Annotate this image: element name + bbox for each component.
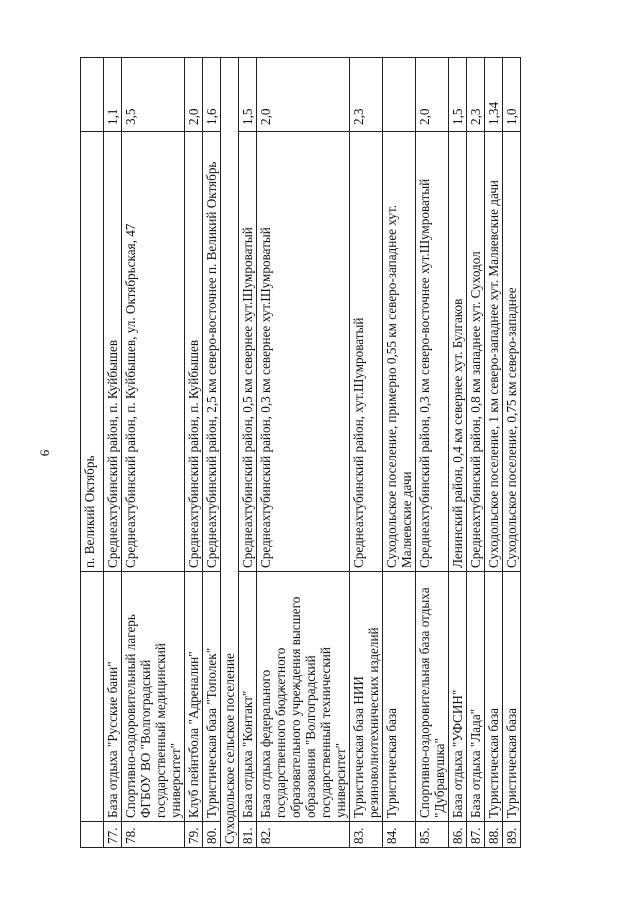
row-number-cell: 79.	[185, 822, 203, 848]
area-cell: 1,1	[104, 58, 122, 132]
row-number-cell: 89.	[503, 822, 521, 848]
facility-name-cell: База отдыха "Лада"	[467, 572, 485, 822]
row-number-cell: 86.	[449, 822, 467, 848]
area-cell	[383, 58, 416, 132]
area-cell: 1,5	[239, 58, 257, 132]
table-rotation-frame	[80, 58, 600, 848]
facility-name-cell: База отдыха "УФСИН"	[449, 572, 467, 822]
table-row	[350, 58, 383, 848]
facility-name-cell: Туристическая база НИИ резиноволнотехнических изделий	[350, 572, 383, 822]
facility-name-cell: Спортивно-оздоровительный лагерь ФГБОУ ВО "Волгоградский государственный медицинский университет"	[122, 572, 185, 822]
location-cell: Среднеахтубинский район, 0,8 км западнее хут. Суходол	[467, 132, 485, 572]
recreation-facilities-table	[80, 57, 521, 848]
location-cell: Среднеахтубинский район, хут.Шумроватый	[350, 132, 383, 572]
facility-name-cell: Туристическая база	[383, 572, 416, 822]
page-number: 9	[37, 449, 53, 457]
table-row	[81, 58, 104, 848]
table-row	[383, 58, 416, 848]
row-number-cell: 81.	[239, 822, 257, 848]
area-cell: 1,5	[449, 58, 467, 132]
facility-name-cell: База отдыха "Русские бани"	[104, 572, 122, 822]
row-number-cell: 84.	[383, 822, 416, 848]
location-cell: Суходольское поселение, примерно 0,55 км северо-западнее хут. Маляевские дачи	[383, 132, 416, 572]
section-header-row	[221, 58, 239, 848]
facility-name-cell: Туристическая база	[503, 572, 521, 822]
location-cell: Суходольское поселение, 1 км северо-западнее хут. Маляевские дачи	[485, 132, 503, 572]
location-cell: Суходольское поселение, 0,75 км северо-западнее	[503, 132, 521, 572]
table-row	[416, 58, 449, 848]
location-cell: Среднеахтубинский район, п. Куйбышев, ул. Октябрьская, 47	[122, 132, 185, 572]
facility-name-cell: База отдыха федерального государственного бюджетного образовательного учреждения высшего образования "Волгоградский государственный технический университет"	[257, 572, 350, 822]
facility-name-cell: База отдыха "Контакт"	[239, 572, 257, 822]
facility-name-cell: Клуб пейнтбола "Адреналин"	[185, 572, 203, 822]
location-cell: Среднеахтубинский район, п. Куйбышев	[104, 132, 122, 572]
table-row	[503, 58, 521, 848]
facility-name-cell: Спортивно-оздоровительная база отдыха "Дубравушка"	[416, 572, 449, 822]
location-cell: Среднеахтубинский район, п. Куйбышев	[185, 132, 203, 572]
row-number-cell	[81, 822, 104, 848]
area-cell: 3,5	[122, 58, 185, 132]
location-cell: Среднеахтубинский район, 2,5 км северо-восточнее п. Великий Октябрь	[203, 132, 221, 572]
area-cell: 2,3	[350, 58, 383, 132]
table-row	[239, 58, 257, 848]
area-cell: 2,0	[185, 58, 203, 132]
row-number-cell: 83.	[350, 822, 383, 848]
row-number-cell: 88.	[485, 822, 503, 848]
table-row	[467, 58, 485, 848]
row-number-cell: 82.	[257, 822, 350, 848]
table-row	[203, 58, 221, 848]
area-cell: 1,34	[485, 58, 503, 132]
facility-name-cell: Туристическая база	[485, 572, 503, 822]
area-cell	[81, 58, 104, 132]
area-cell: 2,0	[257, 58, 350, 132]
area-cell: 2,3	[467, 58, 485, 132]
facility-name-cell: Туристическая база "Тополек"	[203, 572, 221, 822]
facility-name-cell	[81, 572, 104, 822]
location-cell: Среднеахтубинский район, 0,5 км севернее хут.Шумроватый	[239, 132, 257, 572]
row-number-cell: 85.	[416, 822, 449, 848]
area-cell: 1,6	[203, 58, 221, 132]
row-number-cell: 78.	[122, 822, 185, 848]
table-row	[185, 58, 203, 848]
row-number-cell: 80.	[203, 822, 221, 848]
row-number-cell: 87.	[467, 822, 485, 848]
table-row	[104, 58, 122, 848]
table-row	[485, 58, 503, 848]
location-cell: Среднеахтубинский район, 0,3 км севернее хут.Шумроватый	[257, 132, 350, 572]
table-row	[257, 58, 350, 848]
location-cell: Ленинский район, 0,4 км севернее хут. Булгаков	[449, 132, 467, 572]
area-cell: 2,0	[416, 58, 449, 132]
area-cell: 1,0	[503, 58, 521, 132]
table-wrapper	[80, 58, 600, 848]
row-number-cell: 77.	[104, 822, 122, 848]
table-row	[449, 58, 467, 848]
location-cell: Среднеахтубинский район, 0,3 км северо-восточнее хут.Шумроватый	[416, 132, 449, 572]
location-cell: п. Великий Октябрь	[81, 132, 104, 572]
section-title: Суходольское сельское поселение	[221, 58, 239, 848]
table-row	[122, 58, 185, 848]
